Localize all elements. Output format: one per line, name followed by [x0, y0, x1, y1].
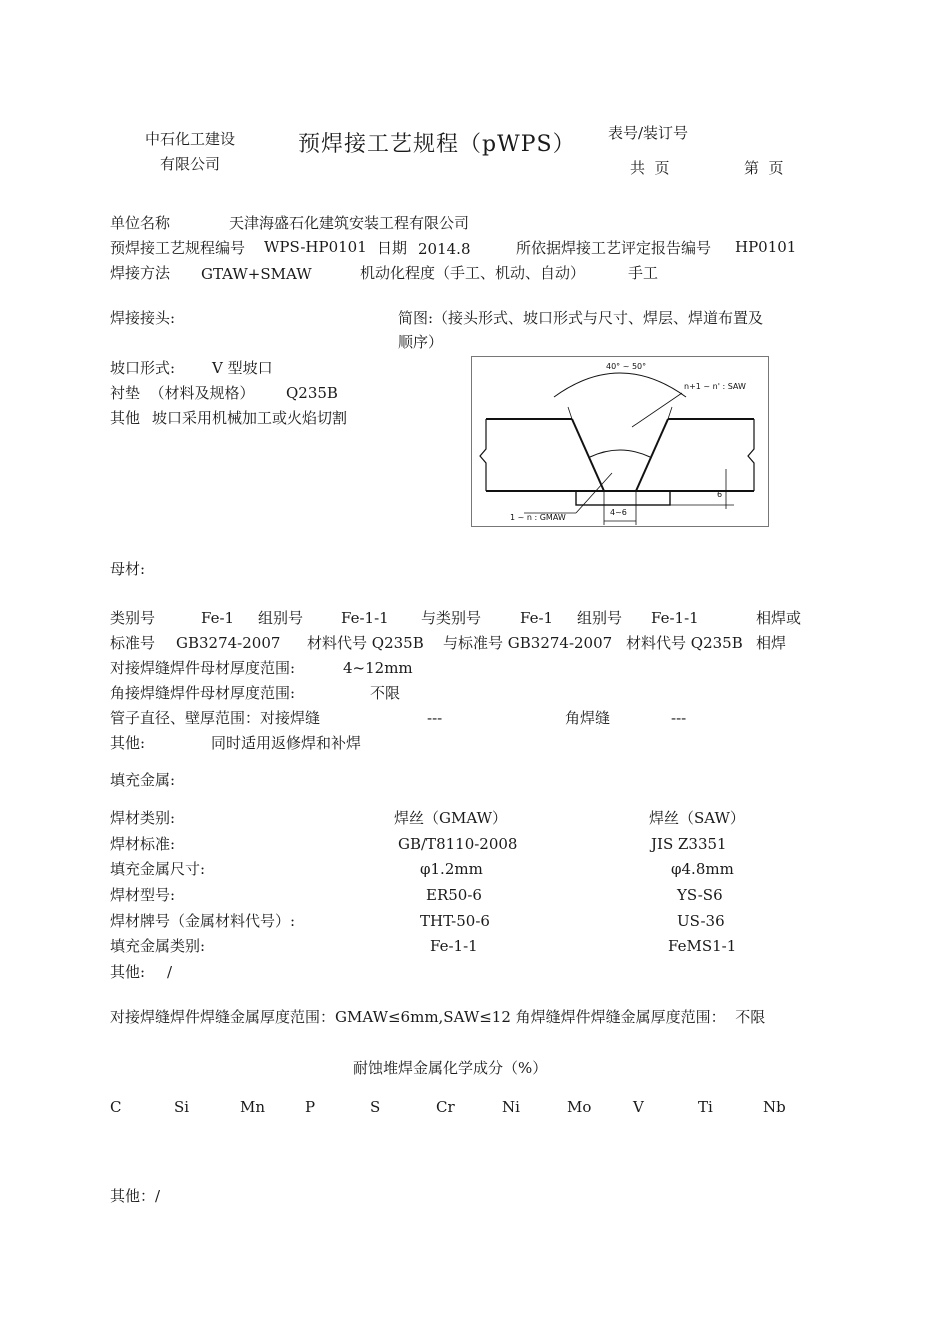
root-pass-arc [590, 450, 650, 457]
backing-value: Q235B [286, 384, 338, 402]
element-label: Ti [698, 1098, 713, 1116]
gmaw-leader-line [576, 473, 612, 513]
weld-label: 相焊 [756, 634, 787, 652]
filler-other-value: / [167, 963, 173, 981]
fillet-thickness-label: 角接焊缝焊件母材厚度范围: [110, 684, 296, 702]
sketch-description-line2: 顺序） [398, 333, 444, 351]
filler-row-label: 焊材型号: [110, 886, 176, 904]
pipe-range-label: 管子直径、壁厚范围：对接焊缝 [110, 709, 321, 727]
pqr-number-label: 所依据焊接工艺评定报告编号 [516, 239, 712, 257]
mating-standard: 与标准号 GB3274-2007 [443, 634, 613, 652]
element-label: Mn [240, 1098, 266, 1116]
element-label: S [370, 1098, 381, 1116]
butt-thickness-label: 对接焊缝焊件母材厚度范围: [110, 659, 296, 677]
filler-row-label: 焊材牌号（金属材料代号）: [110, 912, 296, 930]
gmaw-pass-label: 1 ~ n : GMAW [510, 513, 566, 522]
filler-saw-value: US-36 [677, 912, 725, 930]
weld-metal-thickness-range: 对接焊缝焊件焊缝金属厚度范围：GMAW≤6mm,SAW≤12 角焊缝焊件焊缝金属厚度范围： 不限 [110, 1008, 766, 1026]
thickness-label: 6 [717, 490, 723, 499]
chemistry-title: 耐蚀堆焊金属化学成分（%） [353, 1059, 548, 1077]
mating-group-label: 组别号 [577, 609, 623, 627]
pipe-fillet-value: --- [671, 709, 687, 727]
pipe-fillet-label: 角焊缝 [565, 709, 611, 727]
mating-category-value: Fe-1 [520, 609, 554, 627]
weld-or-label: 相焊或 [756, 609, 802, 627]
unit-name-label: 单位名称 [110, 214, 171, 232]
filler-row-label: 焊材标准: [110, 835, 176, 853]
gap-label: 4~6 [610, 508, 627, 517]
base-metal-heading: 母材: [110, 560, 146, 578]
category-number-label: 类别号 [110, 609, 156, 627]
groove-type-value: V 型坡口 [212, 359, 273, 377]
element-label: V [633, 1098, 644, 1116]
date-label: 日期 [377, 239, 408, 257]
date-value: 2014.8 [418, 240, 471, 258]
filler-saw-value: JIS Z3351 [651, 835, 727, 853]
element-label: P [305, 1098, 316, 1116]
filler-row-label: 焊材类别: [110, 809, 176, 827]
pqr-number-value: HP0101 [735, 238, 797, 256]
right-break-line [748, 419, 754, 491]
element-label: C [110, 1098, 122, 1116]
page-title: 预焊接工艺规程（pWPS） [298, 132, 576, 157]
mating-group-value: Fe-1-1 [651, 609, 699, 627]
element-label: Ni [502, 1098, 520, 1116]
backing-label: 衬垫 （材料及规格） [110, 384, 255, 402]
saw-pass-label: n+1 ~ n' : SAW [684, 382, 746, 391]
mating-category-label: 与类别号 [421, 609, 482, 627]
pipe-butt-value: --- [427, 709, 443, 727]
material-code: 材料代号 Q235B [307, 634, 424, 652]
sketch-description-line1: 简图:（接头形式、坡口形式与尺寸、焊层、焊道布置及 [398, 309, 764, 327]
group-number-value: Fe-1-1 [341, 609, 389, 627]
filler-gmaw-value: GB/T8110-2008 [398, 835, 518, 853]
standard-number-label: 标准号 [110, 634, 156, 652]
element-label: Si [174, 1098, 190, 1116]
filler-other-label: 其他: [110, 963, 146, 981]
total-pages-label: 共 页 [630, 159, 670, 177]
welding-method-value: GTAW+SMAW [201, 265, 312, 283]
filler-gmaw-value: 焊丝（GMAW） [394, 809, 507, 827]
filler-row-label: 填充金属类别: [110, 937, 206, 955]
group-number-label: 组别号 [258, 609, 304, 627]
joint-other-label: 其他 [110, 409, 141, 427]
element-label: Cr [436, 1098, 455, 1116]
filler-gmaw-value: ER50-6 [426, 886, 482, 904]
company-name-line1: 中石化工建设 [145, 130, 236, 148]
filler-saw-value: YS-S6 [677, 886, 723, 904]
filler-gmaw-value: THT-50-6 [420, 912, 490, 930]
filler-saw-value: φ4.8mm [671, 860, 734, 878]
left-break-line [480, 419, 486, 491]
bevel-angle-arc [554, 373, 686, 397]
groove-type-label: 坡口形式: [110, 359, 176, 377]
filler-row-label: 填充金属尺寸: [110, 860, 206, 878]
bevel-angle-label: 40° ~ 50° [606, 362, 647, 371]
joint-other-value: 坡口采用机械加工或火焰切割 [152, 409, 348, 427]
right-bevel-face [636, 419, 668, 491]
joint-heading: 焊接接头: [110, 309, 176, 327]
left-bevel-face [572, 419, 604, 491]
unit-name-value: 天津海盛石化建筑安装工程有限公司 [229, 214, 470, 232]
category-number-value: Fe-1 [201, 609, 235, 627]
butt-thickness-value: 4~12mm [343, 659, 413, 677]
pwps-number-value: WPS-HP0101 [264, 238, 367, 256]
mating-material-code: 材料代号 Q235B [626, 634, 743, 652]
backing-strip [576, 491, 670, 505]
form-number-label: 表号/装订号 [608, 124, 689, 142]
element-label: Nb [763, 1098, 786, 1116]
filler-gmaw-value: Fe-1-1 [430, 937, 478, 955]
element-label: Mo [567, 1098, 592, 1116]
company-name-line2: 有限公司 [160, 155, 221, 173]
joint-sketch-figure [471, 356, 769, 527]
groove-diagram [472, 357, 770, 528]
mechanization-value: 手工 [628, 264, 659, 282]
welding-method-label: 焊接方法 [110, 264, 171, 282]
chemistry-other: 其他：/ [110, 1187, 161, 1205]
mechanization-label: 机动化程度（手工、机动、自动） [360, 264, 586, 282]
filler-gmaw-value: φ1.2mm [420, 860, 483, 878]
base-other-label: 其他: [110, 734, 146, 752]
pwps-number-label: 预焊接工艺规程编号 [110, 239, 246, 257]
standard-number-value: GB3274-2007 [176, 634, 281, 652]
page-number-label: 第 页 [744, 159, 784, 177]
filler-saw-value: 焊丝（SAW） [649, 809, 745, 827]
fillet-thickness-value: 不限 [370, 684, 401, 702]
filler-saw-value: FeMS1-1 [668, 937, 737, 955]
filler-metal-heading: 填充金属: [110, 771, 176, 789]
base-other-value: 同时适用返修焊和补焊 [211, 734, 362, 752]
saw-leader-line [632, 393, 682, 427]
